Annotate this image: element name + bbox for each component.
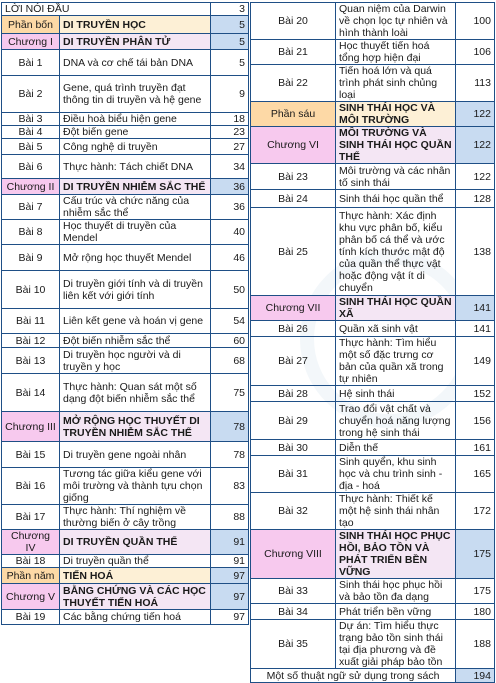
toc-title: Hệ sinh thái bbox=[336, 386, 456, 402]
toc-page-number: 91 bbox=[211, 555, 249, 568]
toc-title: Dự án: Tìm hiểu thực trạng bảo tồn sinh thái tại địa phương và đề xuất giải pháp bảo tồn bbox=[336, 620, 456, 669]
toc-label: LỜI NÓI ĐẦU bbox=[2, 3, 211, 16]
toc-row[interactable] bbox=[2, 468, 249, 505]
toc-title: BẰNG CHỨNG VÀ CÁC HỌC THUYẾT TIẾN HOÁ bbox=[60, 584, 211, 610]
toc-title: Quần xã sinh vật bbox=[336, 321, 456, 337]
toc-title: SINH THÁI HỌC QUẦN XÃ bbox=[336, 296, 456, 321]
toc-row[interactable] bbox=[251, 386, 495, 402]
toc-label: Bài 7 bbox=[2, 195, 60, 220]
toc-title: Di truyền quần thể bbox=[60, 555, 211, 568]
toc-title: Công nghệ di truyền bbox=[60, 139, 211, 155]
toc-row[interactable] bbox=[251, 579, 495, 604]
toc-title: Đột biến nhiễm sắc thể bbox=[60, 334, 211, 348]
toc-label: Bài 23 bbox=[251, 164, 336, 190]
toc-page-number: 9 bbox=[211, 76, 249, 113]
toc-label: Bài 18 bbox=[2, 555, 60, 568]
toc-row[interactable] bbox=[251, 669, 495, 683]
toc-row[interactable] bbox=[251, 337, 495, 386]
toc-row[interactable] bbox=[2, 34, 249, 50]
toc-label: Phần sáu bbox=[251, 102, 336, 127]
toc-title: Sinh quyển, khu sinh học và chu trình sinh - địa - hoá bbox=[336, 456, 456, 493]
toc-row[interactable] bbox=[2, 309, 249, 334]
toc-label: Chương II bbox=[2, 179, 60, 195]
toc-page-number: 5 bbox=[211, 34, 249, 50]
toc-title: Thực hành: Tách chiết DNA bbox=[60, 155, 211, 179]
toc-title: Sinh thái học quần thể bbox=[336, 190, 456, 208]
toc-row[interactable] bbox=[2, 568, 249, 584]
toc-label: Bài 21 bbox=[251, 40, 336, 65]
toc-label: Bài 29 bbox=[251, 402, 336, 440]
toc-title: Môi trường và các nhân tố sinh thái bbox=[336, 164, 456, 190]
toc-page-number: 54 bbox=[211, 309, 249, 334]
toc-row[interactable] bbox=[251, 296, 495, 321]
toc-page-number: 175 bbox=[456, 530, 495, 579]
toc-page-number: 122 bbox=[456, 102, 495, 127]
toc-page-number: 27 bbox=[211, 139, 249, 155]
toc-row[interactable] bbox=[251, 102, 495, 127]
toc-title: Thực hành: Thí nghiệm về thường biến ở cây trồng bbox=[60, 505, 211, 530]
toc-label: Bài 20 bbox=[251, 3, 336, 40]
toc-label: Bài 22 bbox=[251, 65, 336, 102]
toc-row[interactable] bbox=[251, 440, 495, 456]
toc-label: Bài 6 bbox=[2, 155, 60, 179]
toc-page-number: 175 bbox=[456, 579, 495, 604]
toc-page-number: 91 bbox=[211, 530, 249, 555]
toc-row[interactable] bbox=[251, 164, 495, 190]
toc-title: Diễn thế bbox=[336, 440, 456, 456]
toc-row[interactable] bbox=[2, 530, 249, 555]
toc-title: Học thuyết di truyền của Mendel bbox=[60, 220, 211, 245]
toc-row[interactable] bbox=[251, 530, 495, 579]
toc-label: Một số thuật ngữ sử dụng trong sách bbox=[251, 669, 456, 683]
toc-page-number: 165 bbox=[456, 456, 495, 493]
toc-label: Bài 9 bbox=[2, 245, 60, 271]
toc-page-number: 161 bbox=[456, 440, 495, 456]
toc-row[interactable] bbox=[2, 584, 249, 610]
toc-label: Bài 33 bbox=[251, 579, 336, 604]
toc-title: DI TRUYỀN PHÂN TỬ bbox=[60, 34, 211, 50]
toc-page-number: 97 bbox=[211, 568, 249, 584]
toc-row[interactable] bbox=[2, 271, 249, 309]
toc-page-number: 34 bbox=[211, 155, 249, 179]
toc-page-number: 122 bbox=[456, 164, 495, 190]
toc-page-number: 46 bbox=[211, 245, 249, 271]
toc-row[interactable] bbox=[251, 127, 495, 164]
toc-page-number: 122 bbox=[456, 127, 495, 164]
toc-label: Bài 34 bbox=[251, 604, 336, 620]
toc-row[interactable] bbox=[251, 604, 495, 620]
toc-page-number: 50 bbox=[211, 271, 249, 309]
toc-title: Di truyền học người và di truyền y học bbox=[60, 348, 211, 374]
toc-label: Bài 4 bbox=[2, 126, 60, 139]
toc-title: Tương tác giữa kiểu gene với môi trường và thành tựu chọn giống bbox=[60, 468, 211, 505]
toc-label: Bài 2 bbox=[2, 76, 60, 113]
toc-title: DI TRUYỀN QUẦN THỂ bbox=[60, 530, 211, 555]
toc-label: Chương III bbox=[2, 412, 60, 442]
toc-label: Bài 1 bbox=[2, 50, 60, 76]
toc-row[interactable] bbox=[2, 195, 249, 220]
toc-title: Di truyền gene ngoài nhân bbox=[60, 442, 211, 468]
toc-title: Gene, quá trình truyền đạt thông tin di truyền và hệ gene bbox=[60, 76, 211, 113]
toc-title: Thực hành: Thiết kế một hệ sinh thái nhân tạo bbox=[336, 493, 456, 530]
toc-page-number: 3 bbox=[211, 3, 249, 16]
toc-title: Thực hành: Tìm hiểu một số đặc trưng cơ bản của quần xã trong tự nhiên bbox=[336, 337, 456, 386]
toc-row[interactable] bbox=[2, 220, 249, 245]
toc-row[interactable] bbox=[2, 505, 249, 530]
toc-label: Bài 14 bbox=[2, 374, 60, 412]
toc-title: MỞ RỘNG HỌC THUYẾT DI TRUYỀN NHIỄM SẮC THỂ bbox=[60, 412, 211, 442]
toc-title: SINH THÁI HỌC VÀ MÔI TRƯỜNG bbox=[336, 102, 456, 127]
toc-title: DI TRUYỀN HỌC bbox=[60, 16, 211, 34]
toc-page-number: 40 bbox=[211, 220, 249, 245]
toc-page-number: 36 bbox=[211, 195, 249, 220]
toc-row[interactable] bbox=[2, 16, 249, 34]
toc-label: Phần bốn bbox=[2, 16, 60, 34]
toc-row[interactable] bbox=[2, 113, 249, 126]
toc-row[interactable] bbox=[2, 610, 249, 625]
toc-row[interactable] bbox=[2, 155, 249, 179]
toc-label: Bài 26 bbox=[251, 321, 336, 337]
toc-page-number: 36 bbox=[211, 179, 249, 195]
toc-row[interactable] bbox=[251, 402, 495, 440]
toc-label: Bài 27 bbox=[251, 337, 336, 386]
toc-page-number: 68 bbox=[211, 348, 249, 374]
toc-page-number: 106 bbox=[456, 40, 495, 65]
toc-title: Quan niệm của Darwin về chọn lọc tự nhiên và hình thành loài bbox=[336, 3, 456, 40]
toc-label: Chương VII bbox=[251, 296, 336, 321]
toc-page-number: 60 bbox=[211, 334, 249, 348]
toc-row[interactable] bbox=[2, 412, 249, 442]
toc-title: DNA và cơ chế tái bản DNA bbox=[60, 50, 211, 76]
toc-page-number: 128 bbox=[456, 190, 495, 208]
toc-page-number: 156 bbox=[456, 402, 495, 440]
toc-title: Liên kết gene và hoán vị gene bbox=[60, 309, 211, 334]
toc-label: Bài 8 bbox=[2, 220, 60, 245]
toc-title: Thực hành: Xác định khu vực phân bố, kiểu phân bố cá thể và ước tính kích thước mật độ của quần thể thực vật hoặc động vật ít di chuyển bbox=[336, 208, 456, 296]
toc-title: Học thuyết tiến hoá tổng hợp hiện đại bbox=[336, 40, 456, 65]
toc-page-number: 188 bbox=[456, 620, 495, 669]
toc-row[interactable] bbox=[251, 321, 495, 337]
toc-label: Phần năm bbox=[2, 568, 60, 584]
toc-title: MÔI TRƯỜNG VÀ SINH THÁI HỌC QUẦN THỂ bbox=[336, 127, 456, 164]
toc-title: Sinh thái học phục hồi và bảo tồn đa dạng bbox=[336, 579, 456, 604]
toc-page-number: 88 bbox=[211, 505, 249, 530]
toc-label: Bài 17 bbox=[2, 505, 60, 530]
toc-page-number: 97 bbox=[211, 584, 249, 610]
toc-row[interactable] bbox=[2, 555, 249, 568]
toc-title: Các bằng chứng tiến hoá bbox=[60, 610, 211, 625]
toc-row[interactable] bbox=[2, 179, 249, 195]
toc-row[interactable] bbox=[2, 374, 249, 412]
toc-label: Bài 13 bbox=[2, 348, 60, 374]
toc-row[interactable] bbox=[251, 40, 495, 65]
toc-title: Mở rộng học thuyết Mendel bbox=[60, 245, 211, 271]
toc-page-number: 100 bbox=[456, 3, 495, 40]
toc-label: Bài 5 bbox=[2, 139, 60, 155]
toc-label: Bài 3 bbox=[2, 113, 60, 126]
toc-label: Bài 28 bbox=[251, 386, 336, 402]
toc-title: Trao đổi vật chất và chuyển hoá năng lượng trong hệ sinh thái bbox=[336, 402, 456, 440]
toc-page-number: 141 bbox=[456, 321, 495, 337]
toc-page-number: 78 bbox=[211, 412, 249, 442]
toc-page-number: 172 bbox=[456, 493, 495, 530]
toc-page-number: 83 bbox=[211, 468, 249, 505]
toc-page-number: 18 bbox=[211, 113, 249, 126]
toc-label: Bài 11 bbox=[2, 309, 60, 334]
toc-row[interactable] bbox=[251, 208, 495, 296]
toc-label: Chương VI bbox=[251, 127, 336, 164]
toc-label: Bài 31 bbox=[251, 456, 336, 493]
toc-page-number: 113 bbox=[456, 65, 495, 102]
toc-label: Bài 30 bbox=[251, 440, 336, 456]
toc-title: Điều hoà biểu hiện gene bbox=[60, 113, 211, 126]
toc-label: Chương I bbox=[2, 34, 60, 50]
toc-label: Bài 35 bbox=[251, 620, 336, 669]
toc-page-number: 152 bbox=[456, 386, 495, 402]
toc-label: Bài 25 bbox=[251, 208, 336, 296]
toc-label: Bài 16 bbox=[2, 468, 60, 505]
toc-page-number: 194 bbox=[456, 669, 495, 683]
toc-page-number: 23 bbox=[211, 126, 249, 139]
toc-row[interactable] bbox=[2, 348, 249, 374]
toc-title: DI TRUYỀN NHIỄM SẮC THỂ bbox=[60, 179, 211, 195]
toc-right-table bbox=[250, 2, 495, 683]
toc-label: Chương IV bbox=[2, 530, 60, 555]
toc-label: Bài 15 bbox=[2, 442, 60, 468]
toc-label: Bài 32 bbox=[251, 493, 336, 530]
toc-label: Chương V bbox=[2, 584, 60, 610]
toc-row[interactable] bbox=[251, 65, 495, 102]
toc-row[interactable] bbox=[2, 245, 249, 271]
toc-title: SINH THÁI HỌC PHỤC HỒI, BẢO TỒN VÀ PHÁT TRIỂN BỀN VỮNG bbox=[336, 530, 456, 579]
toc-title: Tiến hoá lớn và quá trình phát sinh chủng loại bbox=[336, 65, 456, 102]
toc-title: Thực hành: Quan sát một số dạng đột biến nhiễm sắc thể bbox=[60, 374, 211, 412]
toc-row[interactable] bbox=[2, 50, 249, 76]
toc-row[interactable] bbox=[251, 620, 495, 669]
toc-title: TIẾN HOÁ bbox=[60, 568, 211, 584]
toc-page-number: 78 bbox=[211, 442, 249, 468]
toc-label: Bài 24 bbox=[251, 190, 336, 208]
toc-page-number: 5 bbox=[211, 16, 249, 34]
toc-row[interactable] bbox=[251, 493, 495, 530]
toc-row[interactable] bbox=[251, 190, 495, 208]
toc-page-number: 149 bbox=[456, 337, 495, 386]
toc-row[interactable] bbox=[2, 442, 249, 468]
toc-row[interactable] bbox=[2, 76, 249, 113]
toc-label: Bài 19 bbox=[2, 610, 60, 625]
toc-row[interactable] bbox=[2, 3, 249, 16]
toc-title: Phát triển bền vững bbox=[336, 604, 456, 620]
toc-left-table bbox=[1, 2, 249, 625]
toc-page-number: 97 bbox=[211, 610, 249, 625]
toc-row[interactable] bbox=[2, 139, 249, 155]
toc-title: Cấu trúc và chức năng của nhiễm sắc thể bbox=[60, 195, 211, 220]
toc-row[interactable] bbox=[251, 3, 495, 40]
toc-page-number: 138 bbox=[456, 208, 495, 296]
toc-title: Di truyền giới tính và di truyền liên kết với giới tính bbox=[60, 271, 211, 309]
toc-row[interactable] bbox=[2, 334, 249, 348]
toc-title: Đột biến gene bbox=[60, 126, 211, 139]
toc-page-number: 5 bbox=[211, 50, 249, 76]
toc-page-number: 141 bbox=[456, 296, 495, 321]
toc-page-number: 75 bbox=[211, 374, 249, 412]
toc-label: Chương VIII bbox=[251, 530, 336, 579]
toc-row[interactable] bbox=[251, 456, 495, 493]
toc-label: Bài 12 bbox=[2, 334, 60, 348]
toc-page-number: 180 bbox=[456, 604, 495, 620]
toc-label: Bài 10 bbox=[2, 271, 60, 309]
toc-row[interactable] bbox=[2, 126, 249, 139]
